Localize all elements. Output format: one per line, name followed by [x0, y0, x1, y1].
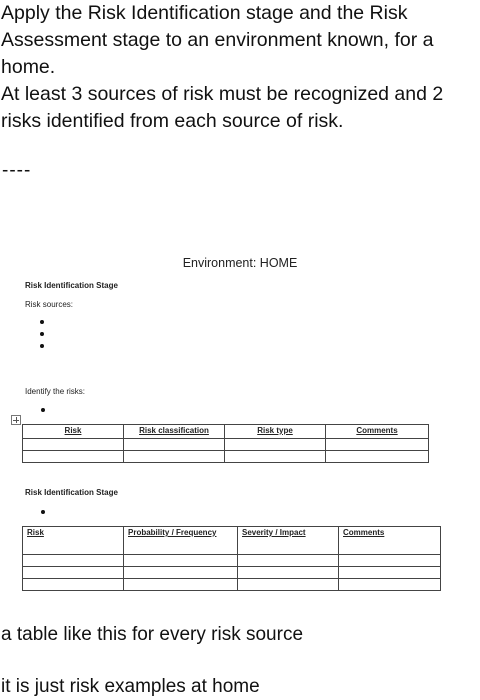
table-cell[interactable]: [225, 451, 326, 463]
move-cross-icon[interactable]: [11, 415, 21, 425]
embedded-document: [0, 250, 480, 590]
header-risk: Risk: [23, 527, 124, 555]
stage-title-identification: Risk Identification Stage: [25, 281, 118, 290]
table-cell[interactable]: [23, 555, 124, 567]
question-text: [1, 0, 477, 135]
header-probability-frequency: Probability / Frequency: [124, 527, 238, 555]
environment-title: Environment: HOME: [182, 256, 298, 270]
question-paragraph-2: At least 3 sources of risk must be recognized and 2 risks identified from each source of risk.: [1, 83, 444, 132]
table-row: [23, 555, 441, 567]
table-cell[interactable]: [124, 439, 225, 451]
table-cell[interactable]: [124, 451, 225, 463]
table-cell[interactable]: [339, 579, 441, 591]
table-cell[interactable]: [339, 555, 441, 567]
table-header-row: [23, 527, 441, 555]
risk-sources-label: Risk sources:: [25, 300, 74, 309]
footer-note-1: a table like this for every risk source: [1, 624, 304, 645]
header-risk-classification: Risk classification: [124, 425, 225, 439]
table-cell[interactable]: [23, 451, 124, 463]
header-comments: Comments: [326, 425, 429, 439]
table-cell[interactable]: [238, 555, 339, 567]
table-cell[interactable]: [23, 439, 124, 451]
table-cell[interactable]: [238, 579, 339, 591]
divider-text: ----: [2, 160, 32, 181]
footer-note-2: it is just risk examples at home: [1, 676, 260, 697]
header-risk-type: Risk type: [225, 425, 326, 439]
table-cell[interactable]: [23, 567, 124, 579]
table-cell[interactable]: [326, 439, 429, 451]
table-cell[interactable]: [326, 451, 429, 463]
table-cell[interactable]: [124, 567, 238, 579]
header-risk: Risk: [23, 425, 124, 439]
bullet-dot: [41, 408, 45, 412]
identify-risks-label: Identify the risks:: [25, 387, 86, 396]
table-header-row: [23, 425, 429, 439]
table-row: [23, 567, 441, 579]
header-comments: Comments: [339, 527, 441, 555]
table-row: [23, 579, 441, 591]
table-cell[interactable]: [339, 567, 441, 579]
table-row: [23, 451, 429, 463]
stage-title-second: Risk Identification Stage: [25, 488, 118, 497]
question-paragraph-1: Apply the Risk Identification stage and the Risk Assessment stage to an environment known, for a home.: [1, 2, 434, 78]
header-severity-impact: Severity / Impact: [238, 527, 339, 555]
table-cell[interactable]: [23, 579, 124, 591]
table-cell[interactable]: [225, 439, 326, 451]
table-cell[interactable]: [124, 579, 238, 591]
risk-assessment-table: [22, 526, 441, 591]
table-row: [23, 439, 429, 451]
table-cell[interactable]: [238, 567, 339, 579]
bullet-dot: [41, 510, 45, 514]
table-cell[interactable]: [124, 555, 238, 567]
risk-identification-table: [22, 424, 429, 463]
